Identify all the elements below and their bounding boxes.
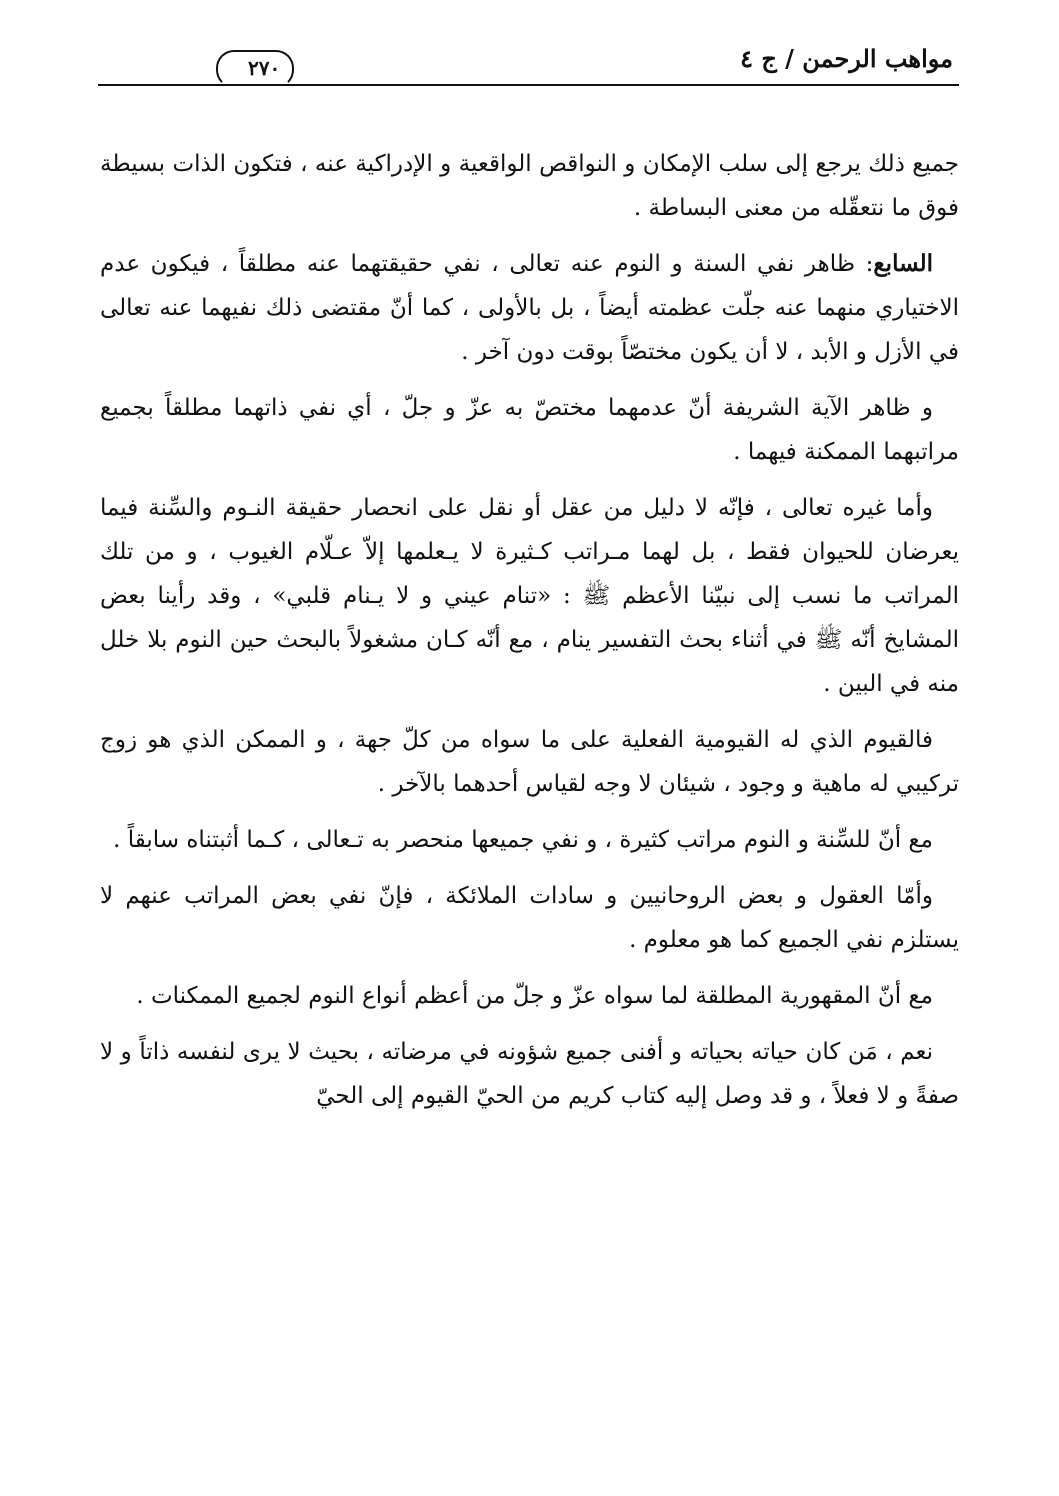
page-header xyxy=(98,44,959,92)
paragraph-6: مع أنّ للسِّنة و النوم مراتب كثيرة ، و نفي جميعها منحصر به تـعالى ، كـما أثبتناه سابقاً . xyxy=(113,827,933,853)
body-text xyxy=(100,142,959,1486)
paragraph-2: السابع: ظاهر نفي السنة و النوم عنه تعالى ، نفي حقيقتهما عنه مطلقاً ، فيكون عدم الاختياري منهما عنه جلّت عظمته أيضاً ، بل بالأولى ، كما أنّ مقتضى ذلك نفيهما عنه تعالى في الأزل و الأبد ، لا أن يكون مختصّاً بوقت دون آخر . xyxy=(100,250,959,365)
running-head: مواهب الرحمن / ج ٤ xyxy=(740,44,953,73)
paragraph-1: جميع ذلك يرجع إلى سلب الإمكان و النواقص الواقعية و الإدراكية عنه ، فتكون الذات بسيطة فوق ما نتعقّله من معنى البساطة . xyxy=(100,151,959,221)
paragraph-5: فالقيوم الذي له القيومية الفعلية على ما سواه من كلّ جهة ، و الممكن الذي هو زوج تركيبي له ماهية و وجود ، شيئان لا وجه لقياس أحدهما بالآخر . xyxy=(100,727,959,797)
paragraph-8: مع أنّ المقهورية المطلقة لما سواه عزّ و جلّ من أعظم أنواع النوم لجميع الممكنات . xyxy=(136,983,933,1009)
header-rule xyxy=(98,84,959,86)
page-number: ٢٧٠ xyxy=(248,56,281,80)
paragraph-4: وأما غيره تعالى ، فإنّه لا دليل من عقل أو نقل على انحصار حقيقة النـوم والسِّنة فيما يعرضان للحيوان فقط ، بل لهما مـراتب كـثيرة لا يـعلمها إلاّ عـلّام الغيوب ، و من تلك المراتب ما نسب إلى نبيّنا الأعظم ﷺ : «تنام عيني و لا يـنام قلبي» ، وقد رأينا بعض المشايخ أنّه ﷺ في أثناء بحث التفسير ينام ، مع أنّه كـان مشغولاً بالبحث حين النوم بلا خلل منه في البين . xyxy=(100,495,959,697)
paragraph-7: وأمّا العقول و بعض الروحانيين و سادات الملائكة ، فإنّ نفي بعض المراتب عنهم لا يستلزم نفي الجميع كما هو معلوم . xyxy=(100,883,959,953)
paragraph-3: و ظاهر الآية الشريفة أنّ عدمهما مختصّ به عزّ و جلّ ، أي نفي ذاتهما مطلقاً بجميع مراتبهما الممكنة فيهما . xyxy=(100,395,959,465)
section-label-seventh: السابع xyxy=(873,250,933,277)
paragraph-9: نعم ، مَن كان حياته بحياته و أفنى جميع شؤونه في مرضاته ، بحيث لا يرى لنفسه ذاتاً و لا صفةً و لا فعلاً ، و قد وصل إليه كتاب كريم من الحيّ القيوم إلى الحيّ xyxy=(100,1039,959,1109)
